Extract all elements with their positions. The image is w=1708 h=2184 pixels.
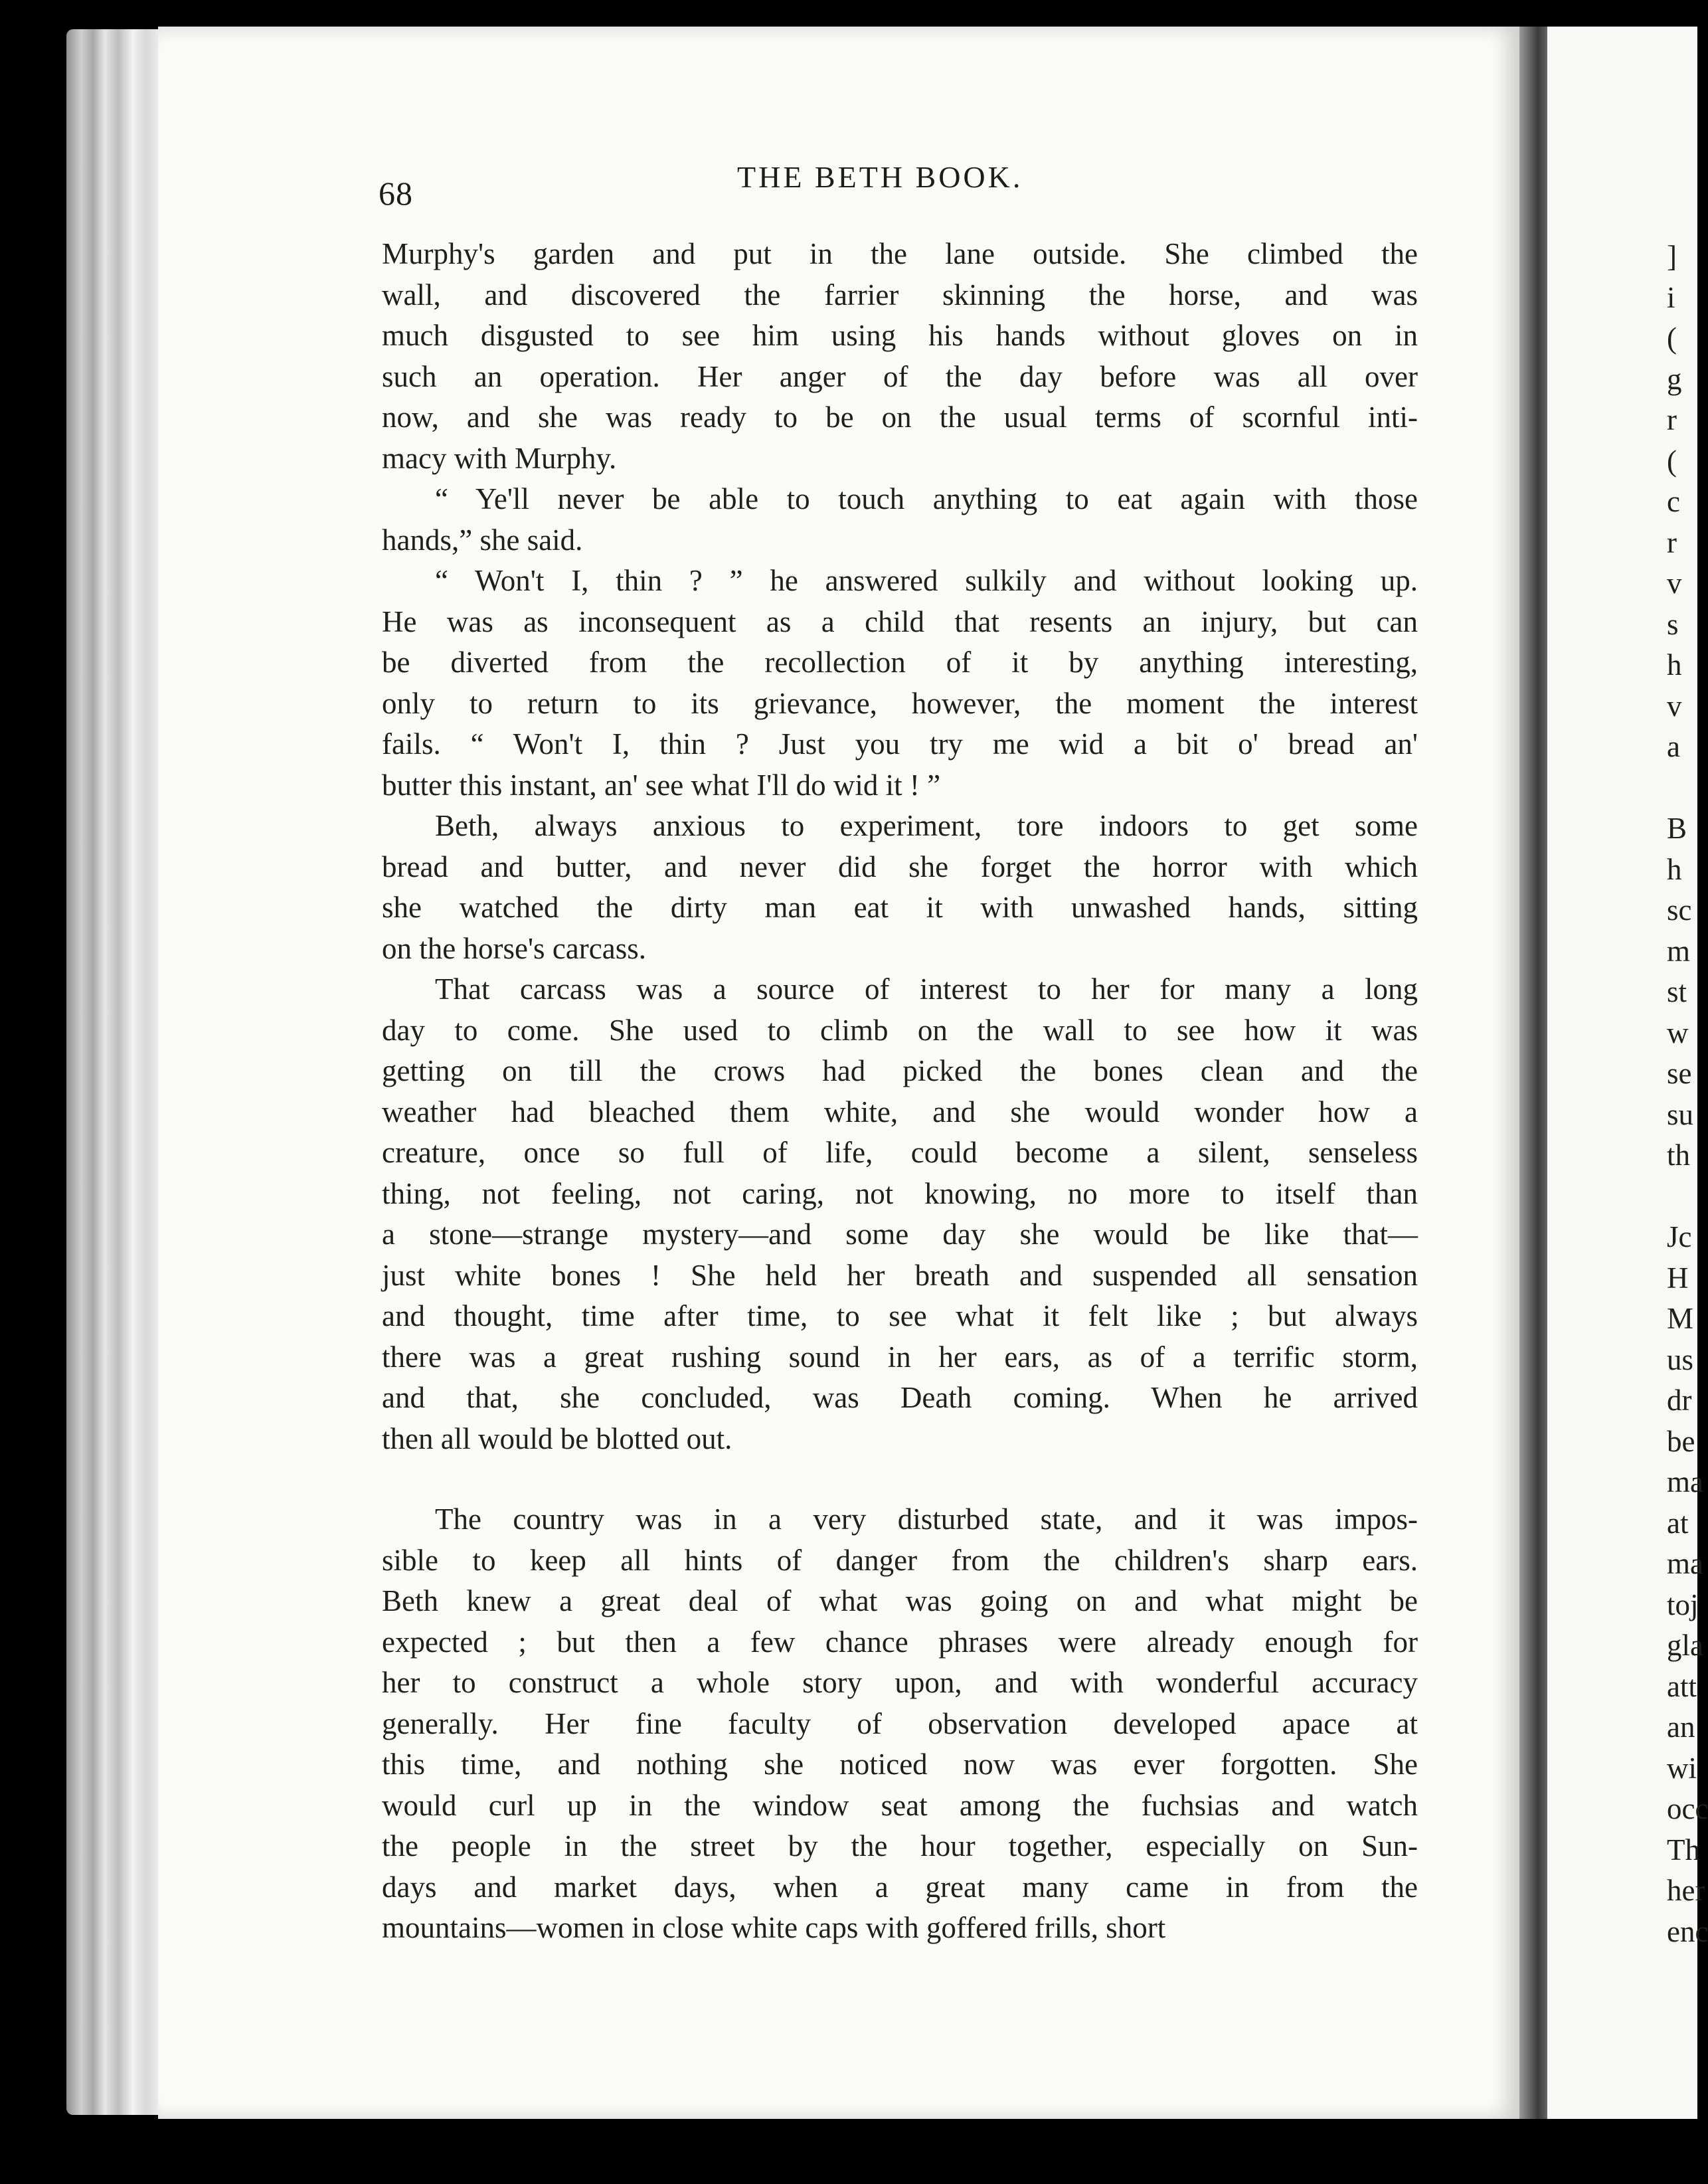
text-line: butter this instant, an' see what I'll do wid it ! ” [382, 768, 941, 802]
text-line: Beth knew a great deal of what was going on and what might be [382, 1584, 1418, 1617]
paragraph [382, 479, 1418, 561]
text-line: would curl up in the window seat among the fuchsias and watch [382, 1788, 1418, 1822]
text-line: Beth, always anxious to experiment, tore indoors to get some [435, 809, 1418, 842]
right-page-fragment: at [1667, 1506, 1689, 1540]
paragraph [382, 561, 1418, 806]
right-page-fragment: w [1667, 1016, 1689, 1049]
right-page-fragment: be [1667, 1424, 1695, 1458]
right-page-fragment: M [1667, 1302, 1694, 1335]
text-line: and that, she concluded, was Death coming. When he arrived [382, 1381, 1418, 1414]
text-line: thing, not feeling, not caring, not knowing, no more to itself than [382, 1176, 1418, 1210]
right-page-fragment: g [1667, 362, 1682, 396]
right-page-fragment [1547, 1176, 1697, 1218]
right-page-fragment: B [1667, 812, 1687, 845]
right-page-fragment: i [1667, 280, 1675, 314]
text-line: creature, once so full of life, could become a silent, senseless [382, 1136, 1418, 1169]
right-page-fragment: Jc [1667, 1220, 1692, 1253]
right-page-fragment: wi [1667, 1751, 1697, 1785]
text-line: He was as inconsequent as a child that resents an injury, but can [382, 604, 1418, 638]
text-line: mountains—women in close white caps with goffered frills, short [382, 1911, 1166, 1944]
right-page-fragment: v [1667, 689, 1682, 723]
right-page-fragment: st [1667, 975, 1687, 1008]
text-line: wall, and discovered the farrier skinning the horse, and was [382, 278, 1418, 312]
text-line: she watched the dirty man eat it with unwashed hands, sitting [382, 891, 1418, 924]
paragraph [382, 1499, 1418, 1949]
text-line: only to return to its grievance, however, the moment the interest [382, 686, 1418, 720]
text-line: the people in the street by the hour together, especially on Sun- [382, 1829, 1418, 1863]
right-page-fragment: dr [1667, 1384, 1692, 1417]
text-line: now, and she was ready to be on the usual terms of scornful inti- [382, 401, 1418, 434]
text-line: day to come. She used to climb on the wall to see how it was [382, 1013, 1418, 1047]
paragraph [382, 234, 1418, 479]
right-page-fragment: th [1667, 1138, 1691, 1172]
right-page-fragment: v [1667, 567, 1682, 600]
right-page-text-fragments [1547, 236, 1708, 1952]
right-page [1547, 27, 1708, 2119]
text-line: and thought, time after time, to see what it felt like ; but always [382, 1299, 1418, 1332]
body-text [382, 234, 1418, 1949]
page-edges [66, 29, 166, 2115]
page-number: 68 [379, 175, 413, 212]
text-line: a stone—strange mystery—and some day she would be like that— [382, 1218, 1418, 1251]
right-page-fragment: sc [1667, 893, 1692, 927]
right-page-fragment: su [1667, 1097, 1694, 1131]
right-page-fragment: h [1667, 852, 1682, 886]
text-line: “ Ye'll never be able to touch anything to eat again with those [435, 482, 1418, 515]
text-line: That carcass was a source of interest to her for many a long [435, 972, 1418, 1006]
right-page-fragment: occ [1667, 1792, 1708, 1825]
text-line: weather had bleached them white, and she would wonder how a [382, 1095, 1418, 1129]
text-line: her to construct a whole story upon, and with wonderful accuracy [382, 1666, 1418, 1699]
text-line: fails. “ Won't I, thin ? Just you try me wid a bit o' bread an' [382, 727, 1418, 761]
text-line: such an operation. Her anger of the day before was all over [382, 359, 1418, 393]
right-page-fragment: us [1667, 1342, 1694, 1376]
right-page-fragment: toj [1667, 1588, 1699, 1621]
right-page-fragment: s [1667, 607, 1679, 641]
text-line: macy with Murphy. [382, 441, 617, 475]
text-line: Murphy's garden and put in the lane outside. She climbed the [382, 237, 1418, 270]
right-page-fragment: ( [1667, 444, 1677, 478]
paragraph [382, 806, 1418, 969]
text-line: be diverted from the recollection of it by anything interesting, [382, 646, 1418, 679]
right-page-fragment: c [1667, 485, 1680, 518]
text-line: sible to keep all hints of danger from the children's sharp ears. [382, 1543, 1418, 1577]
text-line: on the horse's carcass. [382, 931, 646, 965]
right-page-fragment: ma [1667, 1547, 1703, 1580]
text-line: there was a great rushing sound in her ears, as of a terrific storm, [382, 1340, 1418, 1374]
right-page-fragment: r [1667, 525, 1677, 559]
right-page-fragment: att [1667, 1669, 1697, 1703]
text-line: days and market days, when a great many came in from the [382, 1870, 1418, 1904]
text-line: then all would be blotted out. [382, 1421, 732, 1455]
text-line: hands,” she said. [382, 523, 583, 557]
right-page-fragment: ] [1667, 240, 1677, 273]
right-page-fragment: h [1667, 648, 1682, 682]
text-line: much disgusted to see him using his hands without gloves on in [382, 319, 1418, 352]
right-page-fragment: an [1667, 1710, 1695, 1744]
right-page-fragment: her [1667, 1874, 1705, 1907]
right-page-fragment: Th [1667, 1833, 1700, 1866]
right-page-fragment [1547, 768, 1697, 809]
right-page-fragment: ma [1667, 1465, 1703, 1499]
right-page-fragment: H [1667, 1261, 1689, 1295]
text-line: getting on till the crows had picked the bones clean and the [382, 1054, 1418, 1087]
right-page-fragment: r [1667, 403, 1677, 436]
right-page-fragment: se [1667, 1057, 1692, 1090]
right-page-fragment: a [1667, 730, 1680, 763]
text-line: just white bones ! She held her breath and suspended all sensation [382, 1258, 1418, 1292]
text-line: expected ; but then a few chance phrases were already enough for [382, 1625, 1418, 1659]
right-page-fragment: enc [1667, 1914, 1708, 1948]
text-line: generally. Her fine faculty of observation developed apace at [382, 1706, 1418, 1740]
text-line: this time, and nothing she noticed now was ever forgotten. She [382, 1748, 1418, 1781]
text-line: bread and butter, and never did she forget the horror with which [382, 850, 1418, 883]
text-line: “ Won't I, thin ? ” he answered sulkily and without looking up. [435, 564, 1418, 597]
running-title: THE BETH BOOK. [737, 160, 1023, 194]
right-page-fragment: m [1667, 934, 1691, 968]
right-page-fragment: gla [1667, 1629, 1703, 1662]
text-line: The country was in a very disturbed state, and it was impos- [435, 1502, 1418, 1536]
right-page-fragment: ( [1667, 321, 1677, 355]
paragraph [382, 969, 1418, 1459]
